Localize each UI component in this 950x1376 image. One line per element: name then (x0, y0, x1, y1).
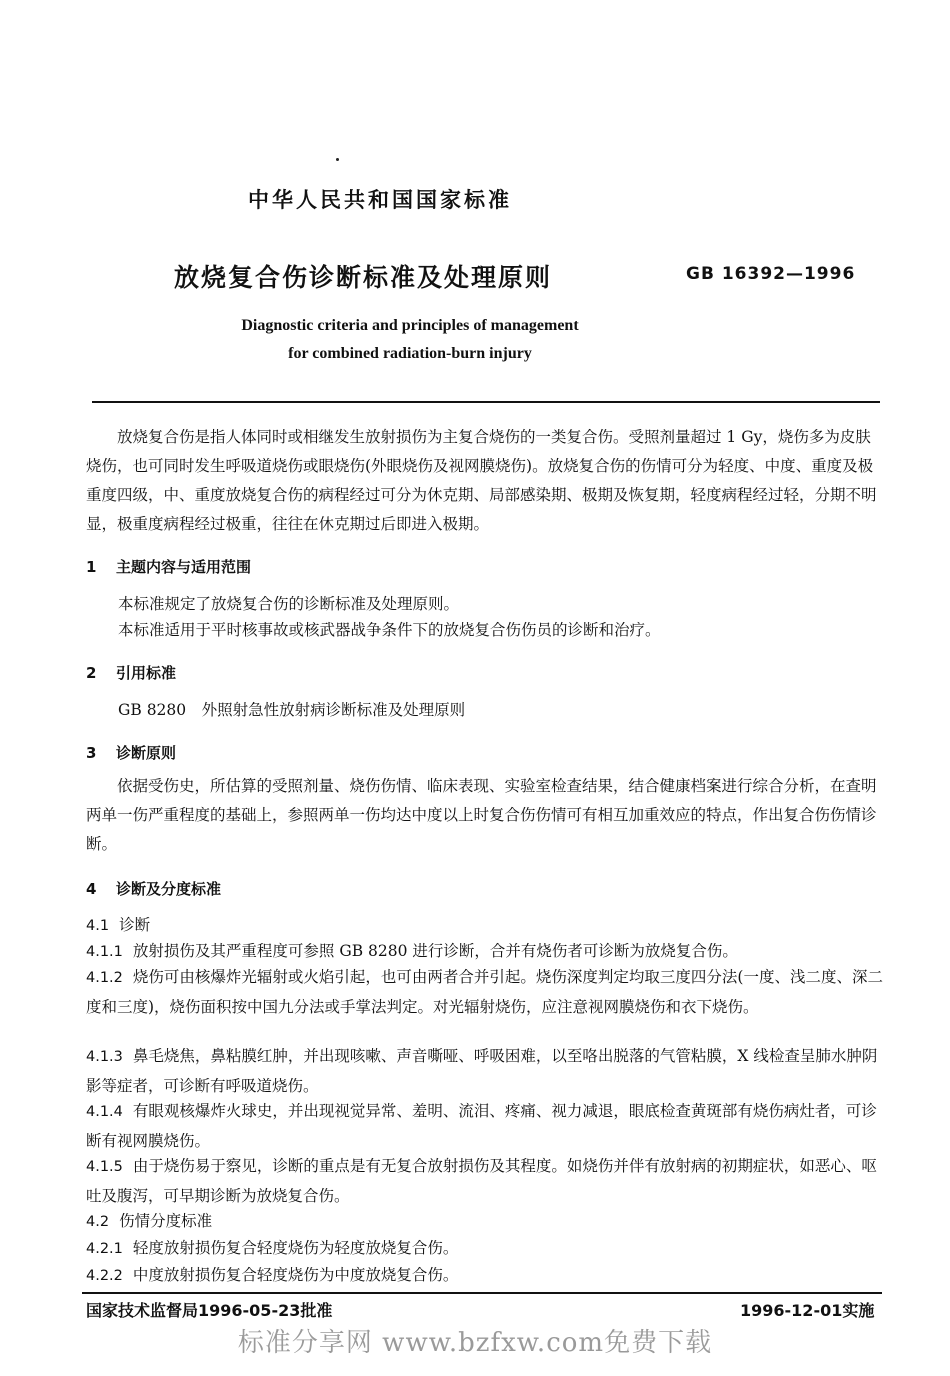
clause-text: 有眼观核爆炸火球史，并出现视觉异常、羞明、流泪、疼痛、视力减退，眼底检查黄斑部有烧伤病灶者，可诊断有视网膜烧伤。 (86, 1102, 877, 1150)
section-3-paragraph: 依据受伤史，所估算的受照剂量、烧伤伤情、临床表现、实验室检查结果，结合健康档案进行综合分析，在查明两单一伤严重程度的基础上，参照两单一伤均达中度以上时复合伤伤情可有相互加重效应的特点，作出复合伤伤情诊断。 (86, 777, 877, 853)
clause-text: 鼻毛烧焦，鼻粘膜红肿，并出现咳嗽、声音嘶哑、呼吸困难，以至咯出脱落的气管粘膜，X 线检查呈肺水肿阴影等症者，可诊断有呼吸道烧伤。 (86, 1047, 878, 1095)
section-number: 1 (86, 558, 97, 576)
scan-dot (336, 158, 339, 161)
clause-number: 4.1.4 (86, 1104, 123, 1120)
clause-4-1-4 (86, 1097, 886, 1156)
section-title: 引用标准 (116, 664, 177, 682)
clause-4-2-1 (86, 1234, 886, 1264)
effective-date: 1996-12-01实施 (740, 1301, 875, 1320)
section-1-line-2: 本标准适用于平时核事故或核武器战争条件下的放烧复合伤伤员的诊断和治疗。 (118, 621, 661, 639)
footer-rule (82, 1292, 882, 1294)
clause-4-2-2 (86, 1261, 886, 1291)
clause-number: 4.1.1 (86, 944, 123, 960)
clause-text: 轻度放射损伤复合轻度烧伤为轻度放烧复合伤。 (132, 1239, 459, 1257)
clause-4-1-2 (86, 963, 886, 1022)
clause-4-2 (86, 1207, 886, 1237)
national-standard-heading: 中华人民共和国国家标准 (248, 188, 512, 212)
clause-text: 由于烧伤易于察见，诊断的重点是有无复合放射损伤及其程度。如烧伤并伴有放射病的初期症状，如恶心、呕吐及腹泻，可早期诊断为放烧复合伤。 (86, 1157, 877, 1205)
approval-date: 国家技术监督局1996-05-23批准 (86, 1301, 333, 1320)
section-number: 3 (86, 744, 97, 762)
clause-number: 4.2 (86, 1214, 110, 1230)
clause-number: 4.1.2 (86, 970, 123, 986)
clause-text: 伤情分度标准 (119, 1212, 213, 1230)
clause-number: 4.1 (86, 918, 110, 934)
clause-text: 烧伤可由核爆炸光辐射或火焰引起，也可由两者合并引起。烧伤深度判定均取三度四分法(一度、浅二度、深二度和三度)，烧伤面积按中国九分法或手掌法判定。对光辐射烧伤，应注意视网膜烧伤和衣下烧伤。 (86, 968, 883, 1016)
title-english (150, 312, 670, 368)
clause-number: 4.1.5 (86, 1159, 123, 1175)
section-3-heading (86, 742, 176, 763)
section-title: 诊断原则 (116, 744, 177, 762)
title-english-line1: Diagnostic criteria and principles of management (241, 317, 579, 334)
standard-number: GB 16392—1996 (686, 264, 856, 284)
clause-number: 4.2.1 (86, 1241, 123, 1257)
section-2-reference: GB 8280 外照射急性放射病诊断标准及处理原则 (118, 701, 466, 719)
watermark: 标准分享网 www.bzfxw.com免费下载 (237, 1328, 713, 1358)
clause-text: 放射损伤及其严重程度可参照 GB 8280 进行诊断，合并有烧伤者可诊断为放烧复合伤。 (132, 942, 738, 960)
clause-text: 中度放射损伤复合轻度烧伤为中度放烧复合伤。 (132, 1266, 459, 1284)
section-2-heading (86, 662, 176, 683)
clause-4-1-5 (86, 1152, 886, 1211)
clause-number: 4.1.3 (86, 1049, 123, 1065)
intro-paragraph: 放烧复合伤是指人体同时或相继发生放射损伤为主复合烧伤的一类复合伤。受照剂量超过 1 Gy，烧伤多为皮肤烧伤，也可同时发生呼吸道烧伤或眼烧伤(外眼烧伤及视网膜烧伤)。放烧复合伤的伤情可分为轻度、中度、重度及极重度四级，中、重度放烧复合伤的病程经过可分为休克期、局部感染期、极期及恢复期，轻度病程经过轻，分期不明显，极重度病程经过极重，往往在休克期过后即进入极期。 (86, 428, 877, 533)
section-4-heading (86, 878, 221, 899)
header-rule (92, 401, 880, 403)
section-1-line-1: 本标准规定了放烧复合伤的诊断标准及处理原则。 (118, 595, 460, 613)
clause-4-1-3 (86, 1042, 886, 1101)
section-number: 2 (86, 664, 97, 682)
section-title: 主题内容与适用范围 (116, 558, 252, 576)
clause-text: 诊断 (119, 916, 151, 934)
title-english-line2: for combined radiation-burn injury (288, 345, 532, 362)
clause-number: 4.2.2 (86, 1268, 123, 1284)
section-number: 4 (86, 880, 97, 898)
section-title: 诊断及分度标准 (116, 880, 222, 898)
title-chinese: 放烧复合伤诊断标准及处理原则 (174, 263, 553, 292)
section-1-heading (86, 556, 251, 577)
